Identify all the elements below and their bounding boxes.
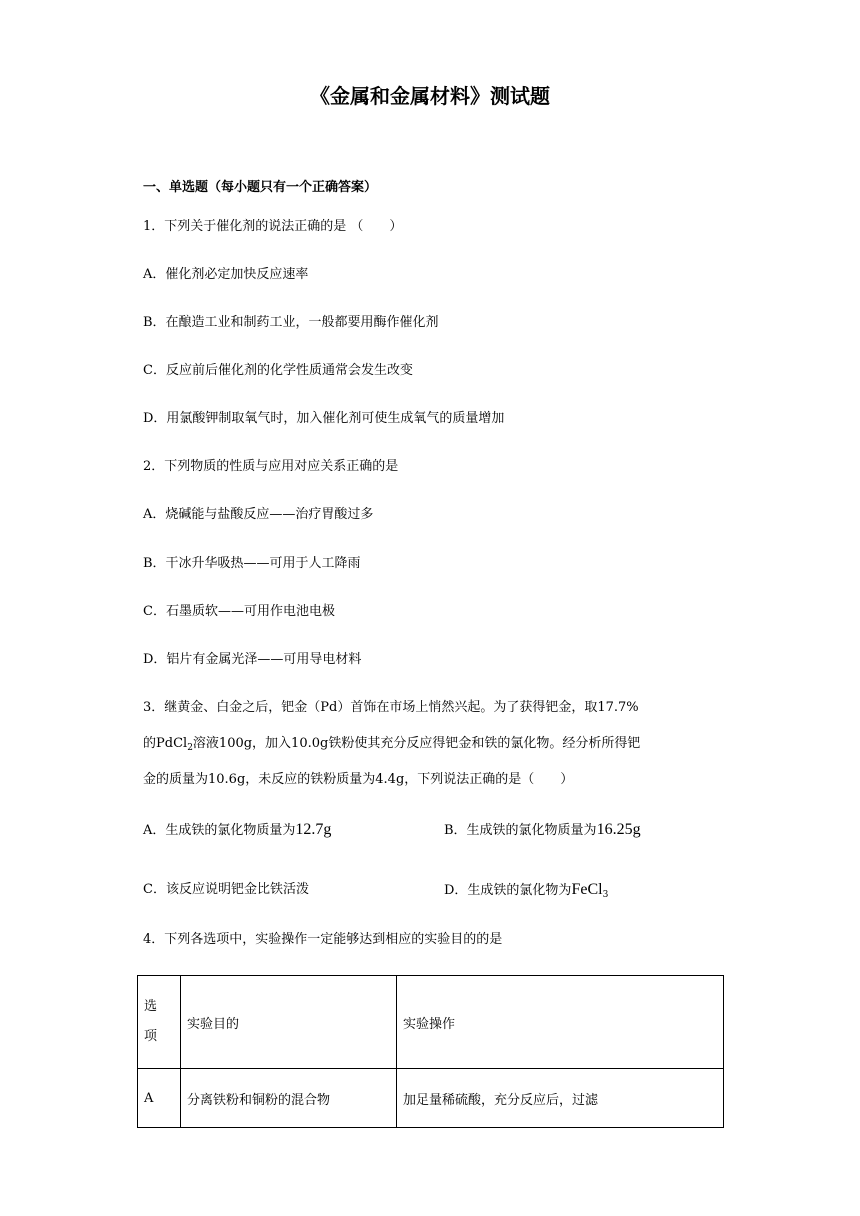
- q1-option-b: B．在酿造工业和制药工业，一般都要用酶作催化剂: [143, 315, 439, 330]
- header-cell-operation: 实验操作: [397, 976, 724, 1069]
- q1-option-c: C．反应前后催化剂的化学性质通常会发生改变: [143, 363, 413, 378]
- q1-stem: 1．下列关于催化剂的说法正确的是 （ ）: [143, 219, 403, 234]
- table-row: [138, 1069, 724, 1128]
- row-a-purpose: 分离铁粉和铜粉的混合物: [181, 1069, 397, 1128]
- q3-option-b-value: 16.25g: [596, 821, 641, 838]
- table-header-row: [138, 976, 724, 1069]
- q3-option-d-formula: FeCl: [571, 881, 603, 898]
- q3-line2-subscript: 2: [187, 743, 193, 753]
- q3-option-a: [143, 822, 331, 839]
- header-option-char1: 选: [144, 999, 158, 1014]
- q3-stem-line1: 3．继黄金、白金之后，钯金（Pd）首饰在市场上悄然兴起。为了获得钯金，取17.7%: [143, 700, 639, 715]
- header-cell-option: [138, 976, 181, 1069]
- q3-line2-post: 溶液100g，加入10.0g铁粉使其充分反应得钯金和铁的氯化物。经分析所得钯: [192, 736, 641, 751]
- q3-option-a-value: 12.7g: [295, 821, 332, 838]
- section-heading: 一、单选题（每小题只有一个正确答案）: [143, 180, 378, 195]
- q2-option-a: A．烧碱能与盐酸反应——治疗胃酸过多: [143, 507, 374, 522]
- q4-table: [137, 975, 724, 1128]
- q3-option-d-subscript: 3: [602, 890, 609, 900]
- q3-option-d: [444, 882, 608, 899]
- q4-stem: 4．下列各选项中，实验操作一定能够达到相应的实验目的的是: [143, 932, 503, 947]
- q2-option-d: D．铝片有金属光泽——可用导电材料: [143, 652, 362, 667]
- q1-option-d: D．用氯酸钾制取氧气时，加入催化剂可使生成氧气的质量增加: [143, 411, 505, 426]
- q3-option-c: C．该反应说明钯金比铁活泼: [143, 882, 309, 897]
- page-title: 《金属和金属材料》测试题: [310, 84, 550, 108]
- q2-option-b: B．干冰升华吸热——可用于人工降雨: [143, 556, 361, 571]
- row-a-option: A: [138, 1069, 181, 1128]
- q2-option-c: C．石墨质软——可用作电池电极: [143, 604, 335, 619]
- q3-option-b-text: B．生成铁的氯化物质量为: [444, 823, 597, 838]
- q3-option-b: [444, 822, 641, 839]
- q2-stem: 2．下列物质的性质与应用对应关系正确的是: [143, 459, 399, 474]
- header-cell-purpose: 实验目的: [181, 976, 397, 1069]
- q1-option-a: A．催化剂必定加快反应速率: [143, 267, 309, 282]
- header-option-char2: 项: [144, 1029, 158, 1044]
- q3-stem-line2: [143, 736, 640, 752]
- q3-stem-line3: 金的质量为10.6g，未反应的铁粉质量为4.4g，下列说法正确的是（ ）: [143, 772, 574, 787]
- q3-line2-pre: 的PdCl: [143, 736, 188, 751]
- q3-option-d-text: D．生成铁的氯化物为: [444, 883, 572, 898]
- q3-option-a-text: A．生成铁的氯化物质量为: [143, 823, 296, 838]
- row-a-operation: 加足量稀硫酸，充分反应后，过滤: [397, 1069, 724, 1128]
